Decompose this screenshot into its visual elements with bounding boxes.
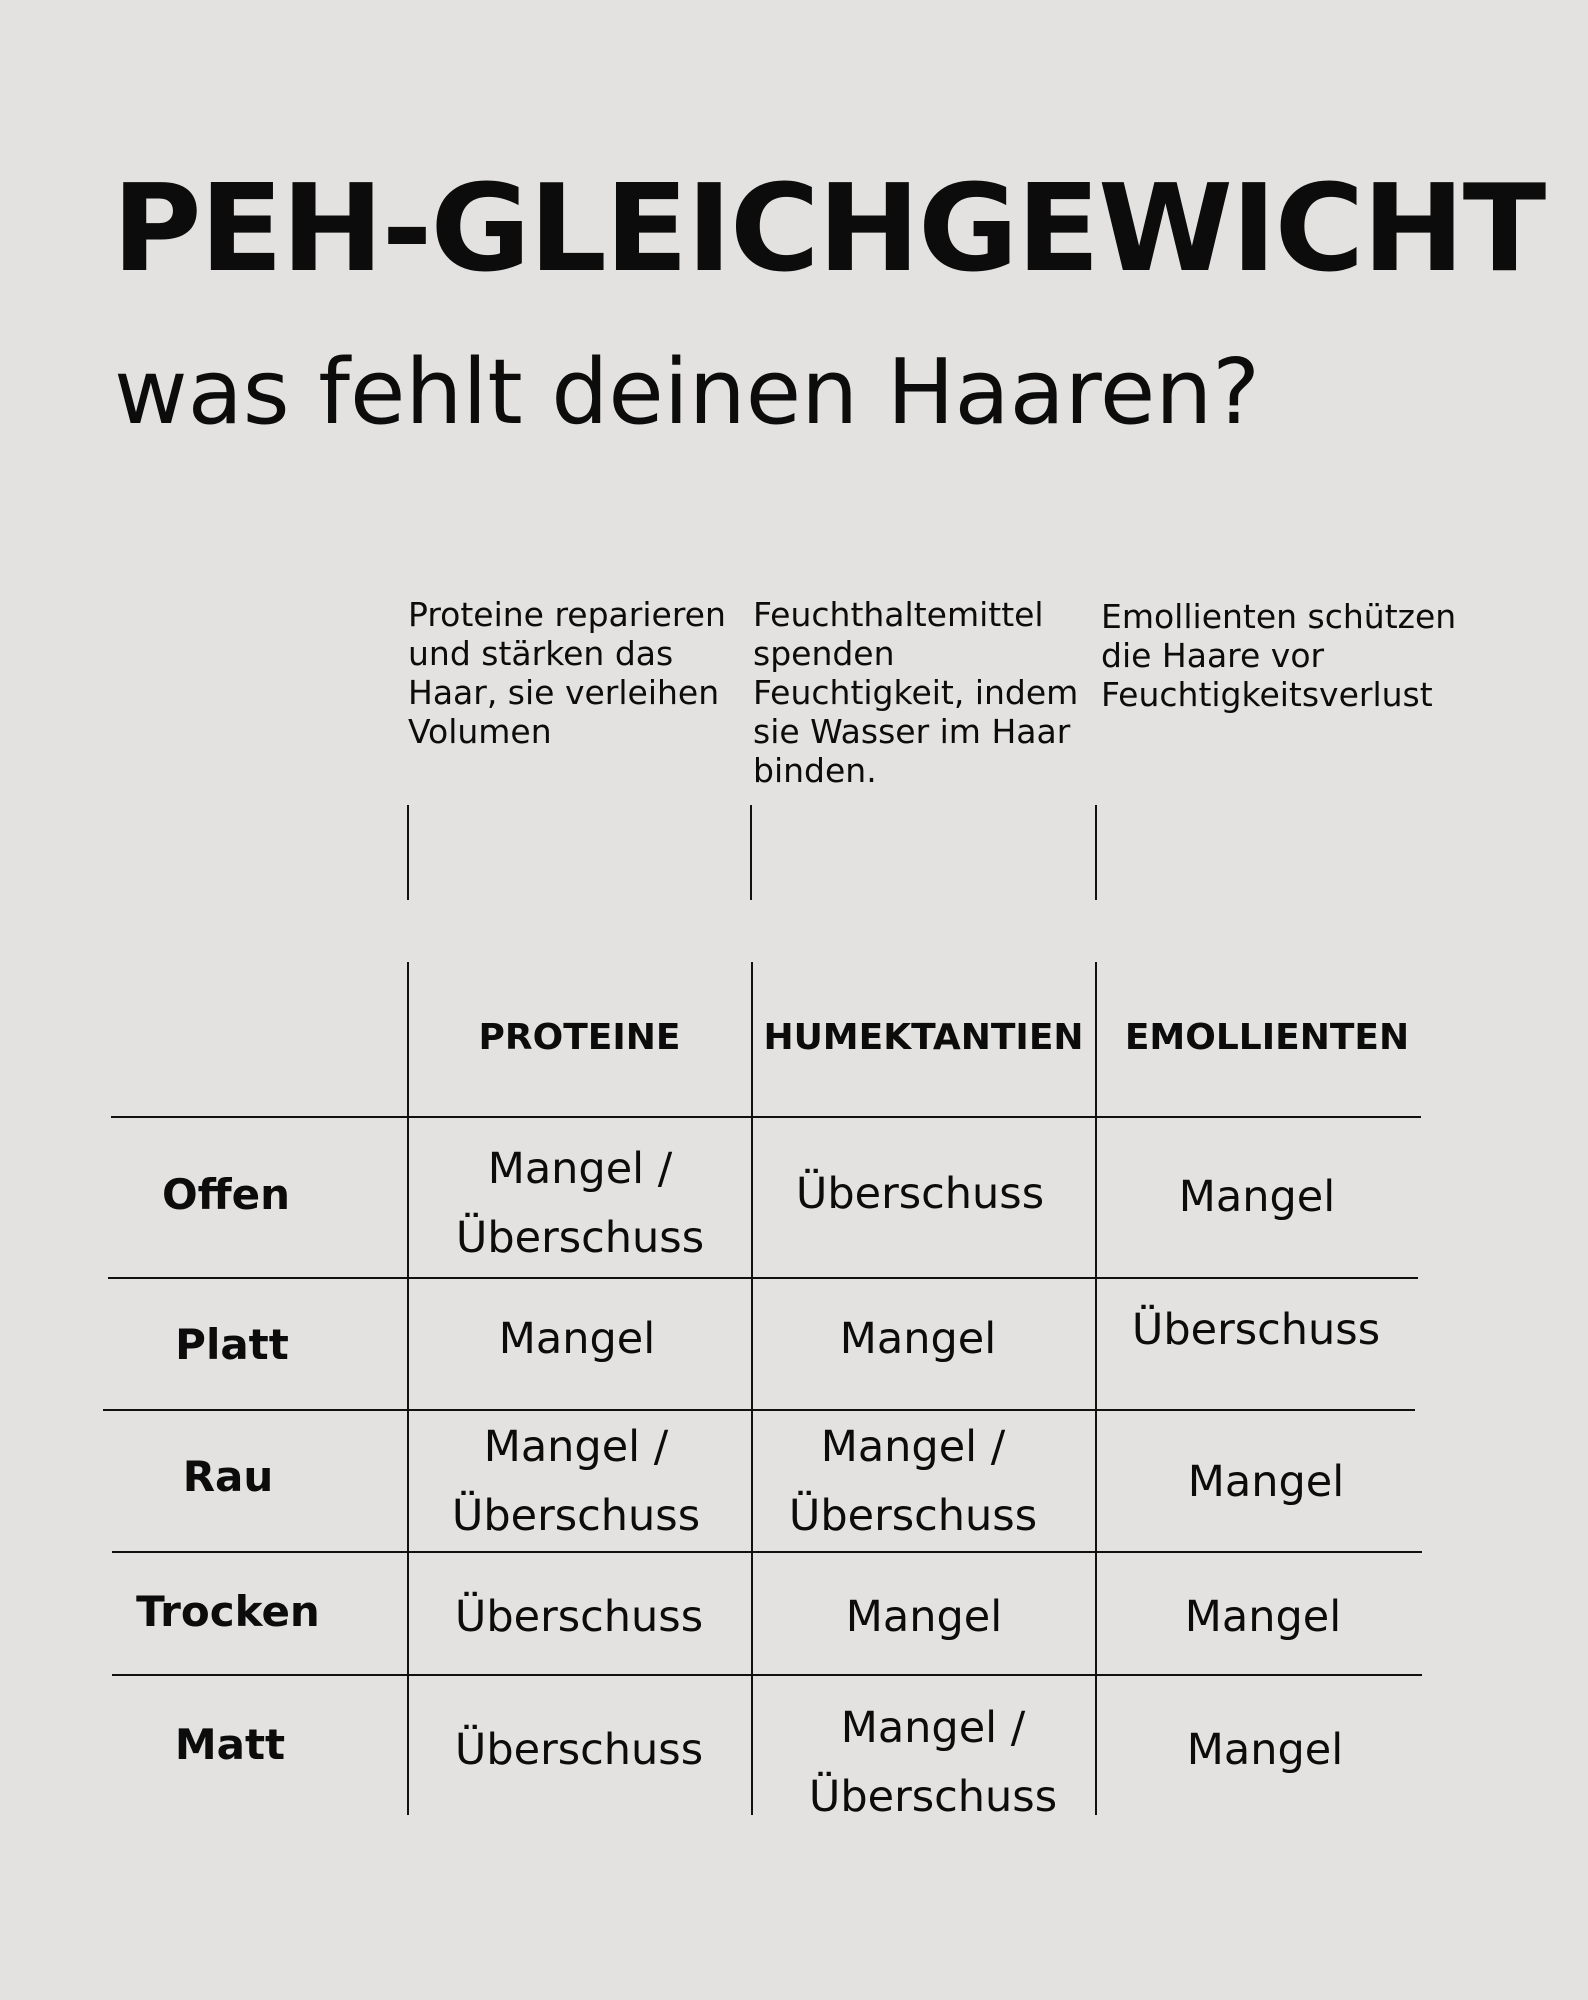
- table-cell: Mangel: [839, 1314, 997, 1364]
- row-header-rau: Rau: [182, 1452, 274, 1501]
- table-row-divider: [112, 1674, 1422, 1676]
- emollient-description: Emollienten schützen die Haare vor Feuchtigkeitsverlust: [1101, 597, 1457, 714]
- connector-line-emollienten: [1095, 805, 1097, 900]
- humectant-description: Feuchthaltemittel spenden Feuchtigkeit, indem sie Wasser im Haar binden.: [753, 595, 1079, 790]
- table-column-divider: [751, 962, 753, 1815]
- table-column-divider: [407, 962, 409, 1815]
- table-cell: Mangel / Überschuss: [808, 1703, 1058, 1822]
- table-cell: Mangel / Überschuss: [788, 1422, 1038, 1541]
- protein-description: Proteine reparieren und stärken das Haar, sie verleihen Volumen: [408, 595, 726, 751]
- column-header-proteine: PROTEINE: [478, 1017, 681, 1058]
- row-header-platt: Platt: [175, 1320, 289, 1369]
- page-subtitle: was fehlt deinen Haaren?: [114, 340, 1261, 445]
- table-cell: Überschuss: [454, 1725, 704, 1775]
- table-cell: Überschuss: [1131, 1305, 1381, 1355]
- table-cell: Überschuss: [795, 1169, 1045, 1219]
- table-row-divider: [112, 1551, 1422, 1553]
- page-title: PEH-GLEICHGEWICHT: [112, 160, 1545, 299]
- connector-line-proteine: [407, 805, 409, 900]
- column-header-humektantien: HUMEKTANTIEN: [763, 1017, 1084, 1058]
- connector-line-humektantien: [750, 805, 752, 900]
- table-cell: Mangel: [1184, 1592, 1342, 1642]
- table-column-divider: [1095, 962, 1097, 1815]
- table-row-divider: [103, 1409, 1415, 1411]
- table-row-divider: [111, 1116, 1421, 1118]
- table-cell: Mangel / Überschuss: [451, 1422, 701, 1541]
- table-cell: Mangel / Überschuss: [455, 1144, 705, 1263]
- row-header-matt: Matt: [174, 1720, 286, 1769]
- table-cell: Überschuss: [454, 1592, 704, 1642]
- table-cell: Mangel: [498, 1314, 656, 1364]
- column-header-emollienten: EMOLLIENTEN: [1124, 1017, 1410, 1058]
- row-header-offen: Offen: [161, 1170, 291, 1219]
- row-header-trocken: Trocken: [136, 1587, 320, 1636]
- table-cell: Mangel: [1186, 1725, 1344, 1775]
- table-cell: Mangel: [1178, 1172, 1336, 1222]
- table-cell: Mangel: [845, 1592, 1003, 1642]
- table-cell: Mangel: [1187, 1457, 1345, 1507]
- table-row-divider: [108, 1277, 1418, 1279]
